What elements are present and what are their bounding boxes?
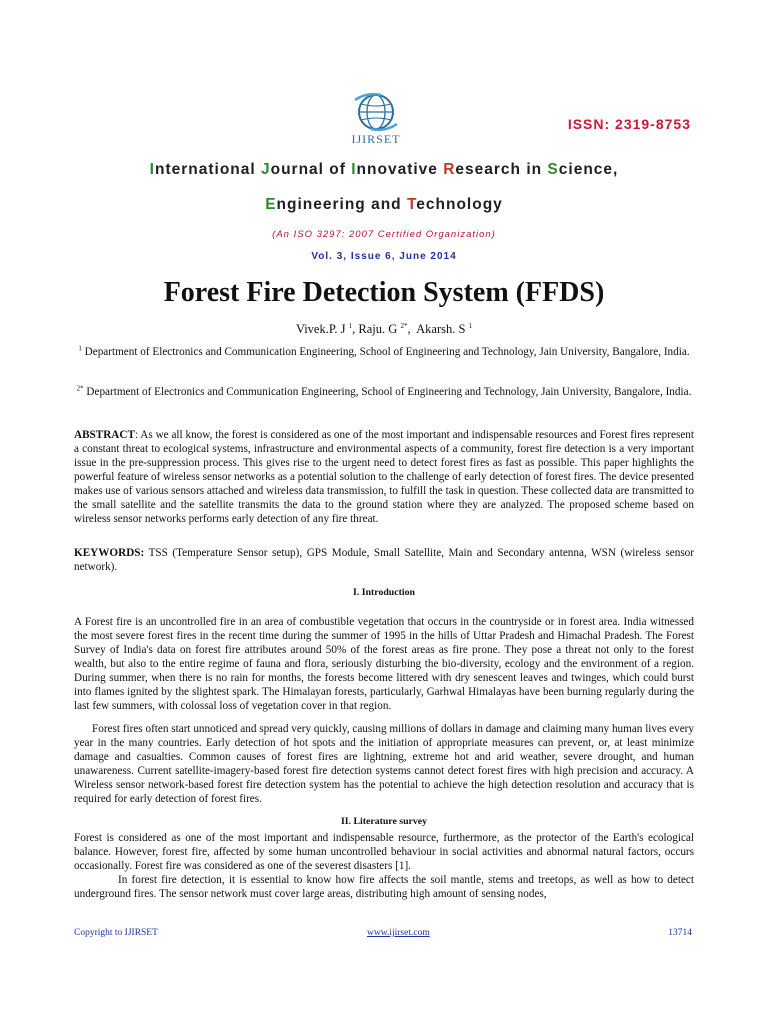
journal-name-line2: [0, 196, 768, 214]
journal-initial: J: [261, 161, 271, 178]
abstract-text: : As we all know, the forest is considered as one of the most important and indispensable resources and Forest fires represent a constant threat to ecological systems, infrastructure and environmental aspects of a community, forest fire detection is a very important issue in the pre-suppression process. This gives rise to the urgent need to detect forest fires as fast as possible. This paper highlights the powerful feature of wireless sensor networks as a potential solution to the challenge of early detection of forest fires. The device presented makes use of various sensors attached and wireless data transmission, to fulfill the task in question. These collected data are transmitted to the small satellite and the satellite transmits the data to the ground station where they are analyzed. The proposed scheme based on wireless sensor networks performs early detection of any fire threat.: [74, 429, 694, 525]
journal-word: ournal of: [270, 161, 352, 178]
journal-logo: [337, 90, 415, 148]
paragraph: Forest is considered as one of the most important and indispensable resource, furthermore, as the protector of the Earth's ecological balance. However, forest fire, affected by some human uncontrolled behaviour in social activities and abnormal natural factors, occurs occasionally. Forest fire was considered as one of the severest disasters [1].: [74, 832, 694, 872]
volume-issue: Vol. 3, Issue 6, June 2014: [311, 251, 457, 262]
keywords-label: KEYWORDS:: [74, 547, 145, 559]
journal-initial: R: [443, 161, 456, 178]
journal-name-line1: [0, 161, 768, 179]
journal-word: echnology: [416, 196, 503, 213]
journal-word: nnovative: [356, 161, 444, 178]
keywords: [74, 546, 694, 574]
journal-initial: I: [149, 161, 155, 178]
section-heading-literature-survey: II. Literature survey: [340, 816, 428, 827]
abstract: [74, 428, 694, 526]
affiliation-text: Department of Electronics and Communication Engineering, School of Engineering and Technology, Jain University, Bangalore, India.: [86, 386, 692, 398]
author-list: Vivek.P. J $^1$, Raju. G $^{2*}$, Akarsh. S $^1$: [295, 321, 473, 336]
affiliation-1: [74, 342, 694, 362]
journal-initial: T: [406, 196, 417, 213]
author-sup: 1: [348, 321, 353, 330]
journal-word: cience,: [558, 161, 619, 178]
affiliation-sup: 1: [78, 344, 82, 353]
journal-word: ngineering and: [276, 196, 407, 213]
paragraph: Forest fires often start unnoticed and spread very quickly, causing millions of dollars in damage and claiming many human lives every year in the many countries. Early detection of hot spots and the initiation of appropriate measures can prevent, or, at least minimize damage and casualties. Common causes of forest fires are lightning, extreme hot and arid weather, severe drought, and human unawareness. Current satellite-imagery-based forest fire detection systems cannot detect forest fires with high precision and accuracy. A Wireless sensor network-based forest fire detection system has the potential to achieve the high detection resolution and accuracy that is required for early detection of forest fires.: [74, 723, 694, 805]
keywords-text: TSS (Temperature Sensor setup), GPS Module, Small Satellite, Main and Secondary antenna, WSN (wireless sensor network).: [74, 547, 694, 573]
section-heading-introduction: I. Introduction: [353, 587, 415, 598]
issn-number: ISSN: 2319-8753: [567, 116, 691, 132]
author-name: Vivek.P. J: [295, 322, 346, 336]
journal-initial: E: [265, 196, 277, 213]
affiliation-2: [74, 382, 694, 402]
journal-initial: I: [351, 161, 357, 178]
paragraph: A Forest fire is an uncontrolled fire in an area of combustible vegetation that occurs in the countryside or in forest area. India witnessed the most severe forest fires in the recent time during the summer of 1995 in the hills of Uttar Pradesh and Himachal Pradesh. The Forest Survey of India's data on forest fire attributes around 50% of the forest areas as fire prone. They pose a threat not only to the forest wealth, but also to the entire regime of fauna and flora, seriously disturbing the bio-diversity, ecology and the environment of a region. During summer, when there is no rain for months, the forests become littered with dry senescent leaves and twinges, which could burst into flames ignited by the slightest spark. The Himalayan forests, particularly, Garhwal Himalayas have been burning regularly during the last few summers, with colossal loss of vegetation cover in that region.: [74, 616, 694, 712]
journal-initial: S: [547, 161, 559, 178]
affiliation-text: Department of Electronics and Communication Engineering, School of Engineering and Technology, Jain University, Bangalore, India.: [84, 346, 690, 358]
author-sup: 1: [468, 321, 473, 330]
author-name: Raju. G: [358, 322, 398, 336]
abstract-label: ABSTRACT: [74, 429, 135, 441]
journal-word: nternational: [154, 161, 261, 178]
footer-website-link[interactable]: www.ijirset.com: [367, 928, 430, 938]
paper-title: Forest Fire Detection System (FFDS): [163, 277, 605, 308]
globe-logo-icon: [337, 90, 415, 134]
paragraph: In forest fire detection, it is essential to know how fire affects the soil mantle, stems and treetops, as well as how to detect underground fires. The sensor network must cover large areas, distributing high amount of sensing nodes,: [74, 874, 694, 900]
author-sup: 2*: [400, 321, 408, 330]
logo-text: IJIRSET: [351, 132, 401, 146]
iso-certification: (An ISO 3297: 2007 Certified Organization): [272, 229, 496, 240]
footer-copyright: Copyright to IJIRSET: [74, 928, 158, 938]
journal-word: esearch in: [455, 161, 548, 178]
author-name: Akarsh. S: [416, 322, 466, 336]
affiliation-sup: 2*: [76, 384, 84, 393]
page-number: 13714: [668, 928, 692, 938]
